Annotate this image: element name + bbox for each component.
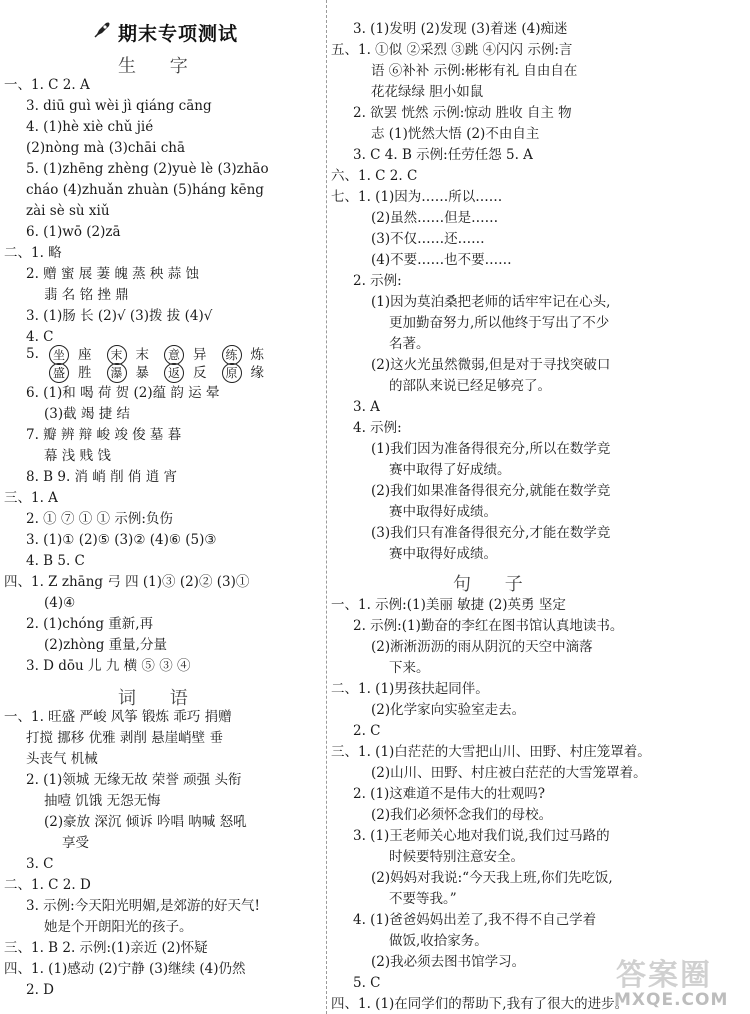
plain-char: 末	[135, 347, 149, 363]
answer-line: 赛中取得好成绩。	[389, 546, 497, 562]
answer-line: 3. C 4. B 示例:任劳任怨 5. A	[353, 147, 533, 163]
answer-line: 赛中取得了好成绩。	[389, 462, 511, 478]
answer-line: (4)④	[44, 595, 76, 611]
answer-line: 头丧气 机械	[26, 751, 98, 767]
answer-line: 3. C	[26, 856, 54, 872]
answer-line: 七、1. (1)因为……所以……	[331, 189, 503, 205]
answer-line: 赛中取得好成绩。	[389, 504, 497, 520]
answer-line: 4. 示例:	[353, 420, 402, 436]
answer-line: 更加勤奋努力,所以他终于写出了不少	[389, 315, 610, 331]
circled-char: 坐	[49, 345, 69, 365]
answer-line: 2. C	[353, 723, 381, 739]
answer-line: 做饭,收拾家务。	[389, 933, 488, 949]
answer-line: 4. (1)hè xiè chǔ jié	[26, 119, 154, 135]
answer-line: (2)nòng mà (3)chāi chā	[26, 140, 186, 156]
section-title-juzi: 句 子	[453, 574, 537, 595]
circled-char: 末	[107, 345, 127, 365]
answer-line: 3. (1)发明 (2)发现 (3)着迷 (4)痴迷	[353, 21, 568, 37]
row5-line-a	[48, 345, 278, 365]
answer-line: 四、1. (1)感动 (2)宁静 (3)继续 (4)仍然	[4, 961, 246, 977]
right-column	[326, 0, 750, 1014]
page-title-text: 期末专项测试	[118, 22, 239, 45]
answer-row-5	[26, 345, 39, 363]
answer-line: 一、1. C 2. A	[4, 77, 90, 93]
watermark-text: 答案圈	[616, 958, 712, 993]
answer-line: 3. 示例:今天阳光明媚,是郊游的好天气!	[26, 898, 260, 914]
answer-line: 时候要特别注意安全。	[389, 849, 524, 865]
answer-line: 3. (1)肠 长 (2)√ (3)拨 拔 (4)√	[26, 308, 213, 324]
answer-line: 3. diū guì wèi jì qiáng cāng	[26, 98, 212, 114]
answer-line: (2)我们如果准备得很充分,就能在数学竞	[371, 483, 611, 499]
page-title	[92, 20, 238, 44]
answer-line: 五、1. ①似 ②采烈 ③跳 ④闪闪 示例:言	[331, 42, 573, 58]
circled-char: 瀑	[107, 363, 127, 383]
answer-line: (2)我必须去图书馆学习。	[371, 954, 526, 970]
answer-line: (3)截 竭 捷 结	[44, 406, 130, 422]
answer-line: 抽噎 饥饿 无怨无悔	[44, 793, 161, 809]
answer-line: 2. D	[26, 982, 54, 998]
answer-line: 5. C	[353, 975, 381, 991]
answer-line: 四、1. (1)在同学们的帮助下,我有了很大的进步。	[331, 996, 629, 1012]
section-title-shengzi: 生 字	[118, 56, 202, 77]
answer-line: 2. (1)领城 无缘无故 荣誉 顽强 头衔	[26, 772, 242, 788]
answer-line: 5. (1)zhēng zhèng (2)yuè lè (3)zhāo	[26, 161, 269, 177]
answer-line: 一、1. 示例:(1)美丽 敏捷 (2)英勇 坚定	[331, 597, 566, 613]
answer-line: 下来。	[389, 660, 430, 676]
answer-line: 7. 瓣 辨 辩 峻 竣 俊 墓 暮	[26, 427, 182, 443]
answer-line: 2. 示例:	[353, 273, 402, 289]
answer-line: (2)这火光虽然微弱,但是对于寻找突破口	[371, 357, 611, 373]
answer-line: 2. ① ⑦ ① ① 示例:负伤	[26, 511, 173, 527]
answer-line: 她是个开朗阳光的孩子。	[44, 919, 193, 935]
plain-char: 异	[193, 347, 207, 363]
answer-line: 3. A	[353, 399, 380, 415]
answer-line: zài sè sù xiǔ	[26, 203, 110, 219]
answer-line: 花花绿绿 胆小如鼠	[371, 84, 484, 100]
answer-line: 6. (1)和 喝 荷 贺 (2)蕴 韵 运 晕	[26, 385, 220, 401]
answer-line: 翡 名 铭 挫 鼎	[44, 287, 129, 303]
answer-line: (3)我们只有准备得很充分,才能在数学竞	[371, 525, 611, 541]
answer-line: 3. D dōu 儿 九 横 ⑤ ③ ④	[26, 658, 191, 674]
answer-line: 4. C	[26, 329, 54, 345]
answer-line: (2)我们必须怀念我们的母校。	[371, 807, 553, 823]
answer-line: (2)豪放 深沉 倾诉 吟唱 呐喊 怒吼	[44, 814, 247, 830]
answer-line: 2. 欲罢 恍然 示例:惊动 胜收 自主 物	[353, 105, 572, 121]
answer-line: 2. (1)这难道不是伟大的壮观吗?	[353, 786, 546, 802]
answer-line: (2)淅淅沥沥的雨从阴沉的天空中滴落	[371, 639, 593, 655]
watermark-logo	[608, 950, 748, 1012]
plain-char: 暴	[135, 365, 149, 381]
answer-line: 二、1. (1)男孩扶起同伴。	[331, 681, 489, 697]
answer-line: (1)因为莫泊桑把老师的话牢牢记在心头,	[371, 294, 611, 310]
answer-line: 8. B 9. 消 峭 削 俏 逍 宵	[26, 469, 178, 485]
answer-line: 三、1. B 2. 示例:(1)亲近 (2)怀疑	[4, 940, 208, 956]
answer-line: 4. (1)爸爸妈妈出差了,我不得不自己学着	[353, 912, 597, 928]
section-title-ciyu: 词 语	[118, 688, 202, 709]
answer-line: 2. 赠 蜜 展 萋 魄 蒸 秧 蒜 蚀	[26, 266, 200, 282]
plain-char: 胜	[78, 365, 92, 381]
row5-label: 5.	[26, 346, 39, 362]
circled-char: 原	[222, 363, 242, 383]
watermark-url: MXQE.COM	[614, 990, 729, 1010]
circled-char: 意	[164, 345, 184, 365]
plain-char: 反	[193, 365, 207, 381]
answer-line: 三、1. A	[4, 490, 58, 506]
answer-line: 志 (1)恍然大悟 (2)不由自主	[371, 126, 540, 142]
answer-line: 四、1. Z zhāng 弓 四 (1)③ (2)② (3)①	[4, 574, 250, 590]
answer-line: 的部队来说已经足够亮了。	[389, 378, 551, 394]
answer-line: 幕 浅 贱 饯	[44, 448, 111, 464]
answer-line: 语 ⑥补补 示例:彬彬有礼 自由自在	[371, 63, 578, 79]
plain-char: 缘	[250, 365, 264, 381]
answer-line: 3. (1)王老师关心地对我们说,我们过马路的	[353, 828, 610, 844]
answer-line: 一、1. 旺盛 严峻 风筝 锻炼 乖巧 捐赠	[4, 709, 232, 725]
answer-line: cháo (4)zhuǎn zhuàn (5)háng kēng	[26, 182, 264, 198]
answer-line: (2)妈妈对我说:“今天我上班,你们先吃饭,	[371, 870, 613, 886]
answer-line: 享受	[62, 835, 89, 851]
circled-char: 练	[222, 345, 242, 365]
answer-line: 二、1. C 2. D	[4, 877, 91, 893]
answer-line: 4. B 5. C	[26, 553, 85, 569]
circled-char: 盛	[49, 363, 69, 383]
plain-char: 座	[78, 347, 92, 363]
circled-char: 返	[164, 363, 184, 383]
rocket-icon	[92, 20, 112, 45]
answer-line: 二、1. 略	[4, 245, 62, 261]
answer-line: 三、1. (1)白茫茫的大雪把山川、田野、村庄笼罩着。	[331, 744, 651, 760]
answer-line: (2)虽然……但是……	[371, 210, 499, 226]
answer-line: 打搅 挪移 优雅 剥削 悬崖峭壁 垂	[26, 730, 223, 746]
row5-line-b	[48, 363, 278, 383]
answer-line: 2. 示例:(1)勤奋的李红在图书馆认真地读书。	[353, 618, 624, 634]
answer-line: (1)我们因为准备得很充分,所以在数学竞	[371, 441, 611, 457]
answer-line: (4)不要……也不要……	[371, 252, 512, 268]
answer-line: 3. (1)① (2)⑤ (3)② (4)⑥ (5)③	[26, 532, 217, 548]
answer-line: (2)zhòng 重量,分量	[44, 637, 167, 653]
answer-line: 名著。	[389, 336, 430, 352]
answer-line: (2)山川、田野、村庄被白茫茫的大雪笼罩着。	[371, 765, 647, 781]
answer-line: 6. (1)wō (2)zā	[26, 224, 121, 240]
answer-line: 不要等我。”	[389, 891, 457, 907]
answer-line: 六、1. C 2. C	[331, 168, 418, 184]
answer-line: 2. (1)chóng 重新,再	[26, 616, 154, 632]
answer-line: (3)不仅……还……	[371, 231, 485, 247]
answer-line: (2)化学家向实验室走去。	[371, 702, 526, 718]
plain-char: 炼	[250, 347, 264, 363]
